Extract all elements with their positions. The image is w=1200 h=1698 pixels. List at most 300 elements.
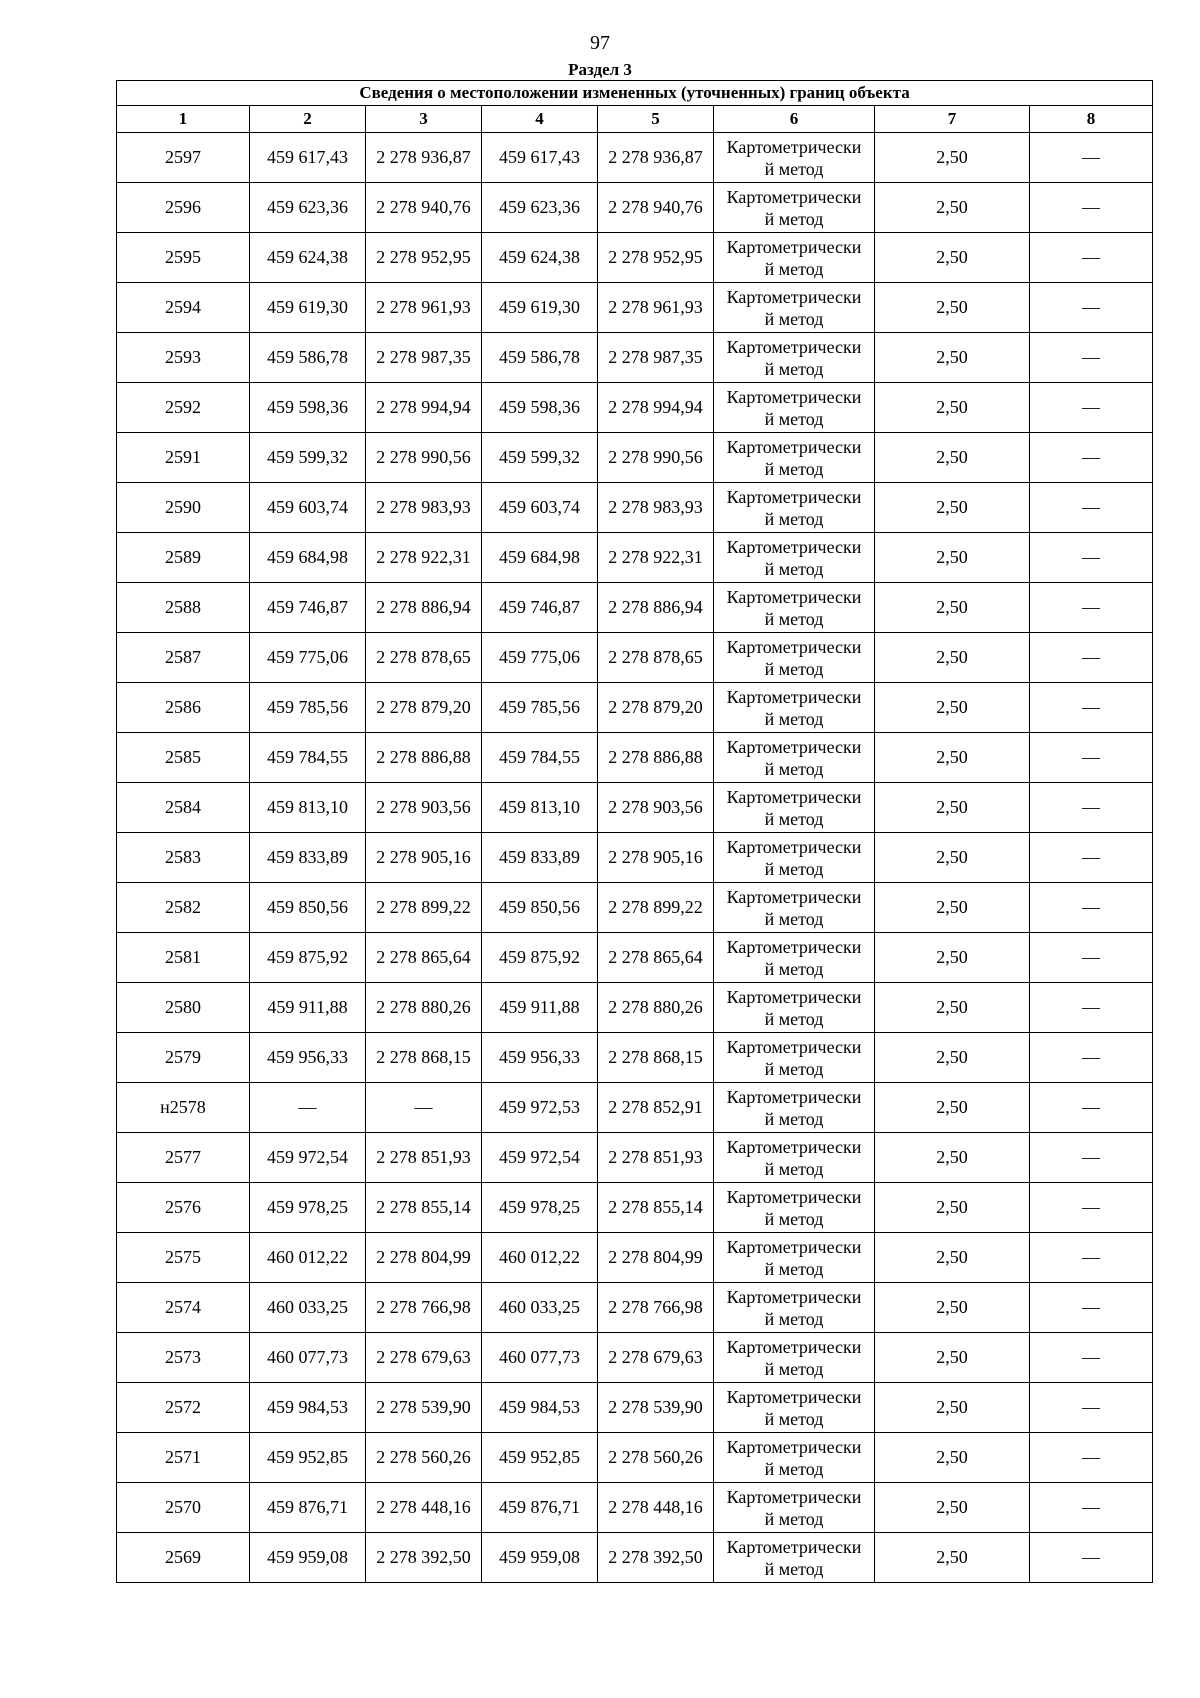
new-y-cell: 2 278 852,91 — [598, 1083, 714, 1133]
method-cell — [714, 283, 875, 333]
method-text-line: й метод — [764, 1008, 824, 1029]
boundary-coordinates-table — [116, 80, 1153, 1583]
description-cell: — — [1030, 283, 1153, 333]
point-number-cell: 2574 — [117, 1283, 250, 1333]
method-text-line: й метод — [764, 1558, 824, 1579]
description-cell: — — [1030, 1333, 1153, 1383]
point-number-cell: 2583 — [117, 833, 250, 883]
table-row — [117, 833, 1153, 883]
accuracy-cell: 2,50 — [875, 1483, 1030, 1533]
existing-y-cell: 2 278 880,26 — [366, 983, 482, 1033]
method-cell — [714, 1333, 875, 1383]
table-row — [117, 383, 1153, 433]
description-cell: — — [1030, 1083, 1153, 1133]
table-row — [117, 1133, 1153, 1183]
table-row — [117, 1533, 1153, 1583]
method-text-line: Картометрически — [726, 736, 862, 757]
new-x-cell: 459 972,53 — [482, 1083, 598, 1133]
method-cell — [714, 183, 875, 233]
method-cell — [714, 383, 875, 433]
accuracy-cell: 2,50 — [875, 583, 1030, 633]
column-number: 3 — [366, 106, 482, 133]
new-x-cell: 459 850,56 — [482, 883, 598, 933]
new-y-cell: 2 278 392,50 — [598, 1533, 714, 1583]
accuracy-cell: 2,50 — [875, 933, 1030, 983]
description-cell: — — [1030, 1483, 1153, 1533]
point-number-cell: 2577 — [117, 1133, 250, 1183]
section-title: Раздел 3 — [568, 60, 632, 79]
method-text-line: й метод — [764, 958, 824, 979]
accuracy-cell: 2,50 — [875, 1083, 1030, 1133]
description-cell: — — [1030, 383, 1153, 433]
method-cell — [714, 1383, 875, 1433]
method-text-line: й метод — [764, 158, 824, 179]
method-text-line: й метод — [764, 1508, 824, 1529]
new-x-cell: 459 785,56 — [482, 683, 598, 733]
existing-x-cell: 459 775,06 — [250, 633, 366, 683]
description-cell: — — [1030, 933, 1153, 983]
method-text-line: Картометрически — [726, 686, 862, 707]
existing-x-cell: 459 784,55 — [250, 733, 366, 783]
accuracy-cell: 2,50 — [875, 1233, 1030, 1283]
point-number-cell: 2569 — [117, 1533, 250, 1583]
description-cell: — — [1030, 783, 1153, 833]
existing-y-cell: 2 278 868,15 — [366, 1033, 482, 1083]
new-x-cell: 459 598,36 — [482, 383, 598, 433]
existing-y-cell: 2 278 804,99 — [366, 1233, 482, 1283]
column-number: 7 — [875, 106, 1030, 133]
table-row — [117, 583, 1153, 633]
new-x-cell: 459 684,98 — [482, 533, 598, 583]
table-row — [117, 1183, 1153, 1233]
existing-x-cell: 459 833,89 — [250, 833, 366, 883]
accuracy-cell: 2,50 — [875, 633, 1030, 683]
description-cell: — — [1030, 733, 1153, 783]
existing-x-cell: 459 952,85 — [250, 1433, 366, 1483]
new-x-cell: 459 956,33 — [482, 1033, 598, 1083]
existing-y-cell: 2 278 936,87 — [366, 133, 482, 183]
existing-y-cell: 2 278 983,93 — [366, 483, 482, 533]
method-text-line: й метод — [764, 1308, 824, 1329]
accuracy-cell: 2,50 — [875, 333, 1030, 383]
new-y-cell: 2 278 952,95 — [598, 233, 714, 283]
method-text-line: Картометрически — [726, 586, 862, 607]
point-number-cell: 2584 — [117, 783, 250, 833]
method-cell — [714, 1033, 875, 1083]
point-number-cell: 2580 — [117, 983, 250, 1033]
existing-x-cell: 460 077,73 — [250, 1333, 366, 1383]
table-row — [117, 683, 1153, 733]
column-number: 8 — [1030, 106, 1153, 133]
existing-y-cell: — — [366, 1083, 482, 1133]
existing-y-cell: 2 278 865,64 — [366, 933, 482, 983]
method-text-line: й метод — [764, 908, 824, 929]
point-number-cell: 2586 — [117, 683, 250, 733]
method-text-line: Картометрически — [726, 786, 862, 807]
accuracy-cell: 2,50 — [875, 783, 1030, 833]
method-cell — [714, 1233, 875, 1283]
method-text-line: й метод — [764, 708, 824, 729]
method-cell — [714, 1083, 875, 1133]
existing-x-cell: 460 033,25 — [250, 1283, 366, 1333]
point-number-cell: 2591 — [117, 433, 250, 483]
new-x-cell: 459 875,92 — [482, 933, 598, 983]
point-number-cell: 2585 — [117, 733, 250, 783]
existing-y-cell: 2 278 855,14 — [366, 1183, 482, 1233]
new-y-cell: 2 278 987,35 — [598, 333, 714, 383]
method-text-line: й метод — [764, 408, 824, 429]
accuracy-cell: 2,50 — [875, 183, 1030, 233]
point-number-cell: 2575 — [117, 1233, 250, 1283]
method-text-line: й метод — [764, 458, 824, 479]
existing-x-cell: 459 746,87 — [250, 583, 366, 633]
method-cell — [714, 633, 875, 683]
description-cell: — — [1030, 983, 1153, 1033]
method-cell — [714, 1183, 875, 1233]
method-text-line: Картометрически — [726, 336, 862, 357]
point-number-cell: 2595 — [117, 233, 250, 283]
existing-x-cell: 459 684,98 — [250, 533, 366, 583]
existing-y-cell: 2 278 851,93 — [366, 1133, 482, 1183]
new-x-cell: 459 784,55 — [482, 733, 598, 783]
method-cell — [714, 483, 875, 533]
new-x-cell: 459 599,32 — [482, 433, 598, 483]
new-x-cell: 459 833,89 — [482, 833, 598, 883]
table-row — [117, 533, 1153, 583]
method-text-line: й метод — [764, 208, 824, 229]
description-cell: — — [1030, 1183, 1153, 1233]
point-number-cell: 2597 — [117, 133, 250, 183]
new-x-cell: 459 746,87 — [482, 583, 598, 633]
point-number-cell: 2573 — [117, 1333, 250, 1383]
method-cell — [714, 533, 875, 583]
new-x-cell: 459 603,74 — [482, 483, 598, 533]
new-y-cell: 2 278 936,87 — [598, 133, 714, 183]
method-text-line: Картометрически — [726, 1136, 862, 1157]
accuracy-cell: 2,50 — [875, 533, 1030, 583]
description-cell: — — [1030, 833, 1153, 883]
new-y-cell: 2 278 886,88 — [598, 733, 714, 783]
description-cell: — — [1030, 1033, 1153, 1083]
new-x-cell: 459 952,85 — [482, 1433, 598, 1483]
accuracy-cell: 2,50 — [875, 1183, 1030, 1233]
existing-x-cell: 459 599,32 — [250, 433, 366, 483]
new-y-cell: 2 278 804,99 — [598, 1233, 714, 1283]
method-text-line: Картометрически — [726, 1336, 862, 1357]
new-y-cell: 2 278 539,90 — [598, 1383, 714, 1433]
table-row — [117, 633, 1153, 683]
point-number-cell: 2587 — [117, 633, 250, 683]
method-text-line: й метод — [764, 858, 824, 879]
new-y-cell: 2 278 905,16 — [598, 833, 714, 883]
method-text-line: Картометрически — [726, 636, 862, 657]
column-number-row — [117, 106, 1153, 133]
existing-y-cell: 2 278 905,16 — [366, 833, 482, 883]
new-y-cell: 2 278 855,14 — [598, 1183, 714, 1233]
existing-x-cell: 459 978,25 — [250, 1183, 366, 1233]
point-number-cell: 2589 — [117, 533, 250, 583]
existing-x-cell: 459 984,53 — [250, 1383, 366, 1433]
existing-y-cell: 2 278 952,95 — [366, 233, 482, 283]
accuracy-cell: 2,50 — [875, 483, 1030, 533]
existing-x-cell: 459 850,56 — [250, 883, 366, 933]
description-cell: — — [1030, 433, 1153, 483]
new-y-cell: 2 278 878,65 — [598, 633, 714, 683]
method-cell — [714, 833, 875, 883]
accuracy-cell: 2,50 — [875, 283, 1030, 333]
description-cell: — — [1030, 233, 1153, 283]
description-cell: — — [1030, 583, 1153, 633]
accuracy-cell: 2,50 — [875, 1283, 1030, 1333]
table-row — [117, 1333, 1153, 1383]
table-row — [117, 283, 1153, 333]
method-cell — [714, 683, 875, 733]
method-cell — [714, 1433, 875, 1483]
existing-y-cell: 2 278 886,88 — [366, 733, 482, 783]
accuracy-cell: 2,50 — [875, 1433, 1030, 1483]
point-number-cell: 2571 — [117, 1433, 250, 1483]
point-number-cell: 2581 — [117, 933, 250, 983]
existing-x-cell: 459 617,43 — [250, 133, 366, 183]
new-y-cell: 2 278 879,20 — [598, 683, 714, 733]
existing-x-cell: — — [250, 1083, 366, 1133]
new-y-cell: 2 278 940,76 — [598, 183, 714, 233]
accuracy-cell: 2,50 — [875, 733, 1030, 783]
existing-x-cell: 459 959,08 — [250, 1533, 366, 1583]
column-number: 5 — [598, 106, 714, 133]
existing-y-cell: 2 278 994,94 — [366, 383, 482, 433]
existing-x-cell: 459 972,54 — [250, 1133, 366, 1183]
description-cell: — — [1030, 183, 1153, 233]
existing-y-cell: 2 278 987,35 — [366, 333, 482, 383]
existing-y-cell: 2 278 539,90 — [366, 1383, 482, 1433]
new-y-cell: 2 278 851,93 — [598, 1133, 714, 1183]
existing-y-cell: 2 278 679,63 — [366, 1333, 482, 1383]
existing-x-cell: 459 876,71 — [250, 1483, 366, 1533]
method-text-line: Картометрически — [726, 1386, 862, 1407]
method-text-line: й метод — [764, 1258, 824, 1279]
description-cell: — — [1030, 1533, 1153, 1583]
accuracy-cell: 2,50 — [875, 1133, 1030, 1183]
existing-x-cell: 459 586,78 — [250, 333, 366, 383]
point-number-cell: 2572 — [117, 1383, 250, 1433]
new-x-cell: 459 624,38 — [482, 233, 598, 283]
table-row — [117, 733, 1153, 783]
point-number-cell: 2596 — [117, 183, 250, 233]
existing-x-cell: 459 624,38 — [250, 233, 366, 283]
accuracy-cell: 2,50 — [875, 883, 1030, 933]
table-row — [117, 133, 1153, 183]
new-x-cell: 460 012,22 — [482, 1233, 598, 1283]
method-text-line: й метод — [764, 1458, 824, 1479]
method-text-line: Картометрически — [726, 236, 862, 257]
method-text-line: Картометрически — [726, 836, 862, 857]
table-row — [117, 1233, 1153, 1283]
method-cell — [714, 433, 875, 483]
method-text-line: й метод — [764, 1358, 824, 1379]
description-cell: — — [1030, 1433, 1153, 1483]
point-number-cell: 2593 — [117, 333, 250, 383]
description-cell: — — [1030, 133, 1153, 183]
column-number: 2 — [250, 106, 366, 133]
method-text-line: й метод — [764, 1108, 824, 1129]
method-cell — [714, 1483, 875, 1533]
description-cell: — — [1030, 883, 1153, 933]
table-row — [117, 933, 1153, 983]
new-y-cell: 2 278 448,16 — [598, 1483, 714, 1533]
existing-x-cell: 459 956,33 — [250, 1033, 366, 1083]
point-number-cell: 2590 — [117, 483, 250, 533]
existing-x-cell: 459 813,10 — [250, 783, 366, 833]
table-row — [117, 883, 1153, 933]
new-y-cell: 2 278 679,63 — [598, 1333, 714, 1383]
method-text-line: Картометрически — [726, 1286, 862, 1307]
new-y-cell: 2 278 922,31 — [598, 533, 714, 583]
method-cell — [714, 733, 875, 783]
method-text-line: й метод — [764, 658, 824, 679]
point-number-cell: 2570 — [117, 1483, 250, 1533]
method-text-line: Картометрически — [726, 1436, 862, 1457]
existing-x-cell: 459 785,56 — [250, 683, 366, 733]
new-x-cell: 459 623,36 — [482, 183, 598, 233]
page-number: 97 — [590, 32, 610, 54]
new-x-cell: 459 617,43 — [482, 133, 598, 183]
accuracy-cell: 2,50 — [875, 1333, 1030, 1383]
description-cell: — — [1030, 533, 1153, 583]
table-row — [117, 1383, 1153, 1433]
method-cell — [714, 883, 875, 933]
new-x-cell: 459 959,08 — [482, 1533, 598, 1583]
table-caption-row — [117, 81, 1153, 106]
accuracy-cell: 2,50 — [875, 1383, 1030, 1433]
method-text-line: й метод — [764, 508, 824, 529]
column-number: 4 — [482, 106, 598, 133]
table-row — [117, 1433, 1153, 1483]
method-text-line: й метод — [764, 1058, 824, 1079]
method-text-line: Картометрически — [726, 1086, 862, 1107]
method-text-line: Картометрически — [726, 186, 862, 207]
existing-y-cell: 2 278 879,20 — [366, 683, 482, 733]
method-text-line: Картометрически — [726, 986, 862, 1007]
new-x-cell: 459 911,88 — [482, 983, 598, 1033]
table-row — [117, 1483, 1153, 1533]
accuracy-cell: 2,50 — [875, 833, 1030, 883]
new-x-cell: 459 972,54 — [482, 1133, 598, 1183]
accuracy-cell: 2,50 — [875, 983, 1030, 1033]
method-text-line: й метод — [764, 1158, 824, 1179]
existing-y-cell: 2 278 560,26 — [366, 1433, 482, 1483]
point-number-cell: 2594 — [117, 283, 250, 333]
new-x-cell: 459 775,06 — [482, 633, 598, 683]
new-x-cell: 460 077,73 — [482, 1333, 598, 1383]
method-cell — [714, 783, 875, 833]
description-cell: — — [1030, 1383, 1153, 1433]
description-cell: — — [1030, 1283, 1153, 1333]
new-x-cell: 459 586,78 — [482, 333, 598, 383]
accuracy-cell: 2,50 — [875, 133, 1030, 183]
existing-y-cell: 2 278 392,50 — [366, 1533, 482, 1583]
point-number-cell: 2576 — [117, 1183, 250, 1233]
method-text-line: Картометрически — [726, 1236, 862, 1257]
description-cell: — — [1030, 483, 1153, 533]
new-x-cell: 459 813,10 — [482, 783, 598, 833]
table-row — [117, 1083, 1153, 1133]
point-number-cell: 2582 — [117, 883, 250, 933]
description-cell: — — [1030, 1233, 1153, 1283]
table-body — [117, 133, 1153, 1583]
method-cell — [714, 333, 875, 383]
accuracy-cell: 2,50 — [875, 233, 1030, 283]
new-y-cell: 2 278 865,64 — [598, 933, 714, 983]
method-cell — [714, 583, 875, 633]
method-text-line: й метод — [764, 308, 824, 329]
existing-y-cell: 2 278 922,31 — [366, 533, 482, 583]
method-text-line: Картометрически — [726, 286, 862, 307]
accuracy-cell: 2,50 — [875, 683, 1030, 733]
column-number: 1 — [117, 106, 250, 133]
method-text-line: й метод — [764, 808, 824, 829]
method-text-line: Картометрически — [726, 486, 862, 507]
method-text-line: й метод — [764, 1208, 824, 1229]
accuracy-cell: 2,50 — [875, 433, 1030, 483]
existing-y-cell: 2 278 886,94 — [366, 583, 482, 633]
existing-y-cell: 2 278 766,98 — [366, 1283, 482, 1333]
method-text-line: й метод — [764, 1408, 824, 1429]
new-y-cell: 2 278 868,15 — [598, 1033, 714, 1083]
method-text-line: Картометрически — [726, 936, 862, 957]
existing-x-cell: 459 619,30 — [250, 283, 366, 333]
method-text-line: й метод — [764, 608, 824, 629]
new-y-cell: 2 278 880,26 — [598, 983, 714, 1033]
method-text-line: й метод — [764, 758, 824, 779]
method-cell — [714, 933, 875, 983]
new-y-cell: 2 278 903,56 — [598, 783, 714, 833]
table-row — [117, 983, 1153, 1033]
new-y-cell: 2 278 899,22 — [598, 883, 714, 933]
method-cell — [714, 133, 875, 183]
method-cell — [714, 983, 875, 1033]
method-text-line: Картометрически — [726, 386, 862, 407]
point-number-cell: 2579 — [117, 1033, 250, 1083]
existing-x-cell: 459 603,74 — [250, 483, 366, 533]
table-row — [117, 433, 1153, 483]
point-number-cell: 2592 — [117, 383, 250, 433]
existing-y-cell: 2 278 940,76 — [366, 183, 482, 233]
description-cell: — — [1030, 633, 1153, 683]
existing-x-cell: 460 012,22 — [250, 1233, 366, 1283]
table-caption: Сведения о местоположении измененных (уточненных) границ объекта — [117, 81, 1153, 106]
existing-x-cell: 459 623,36 — [250, 183, 366, 233]
method-cell — [714, 1283, 875, 1333]
method-text-line: Картометрически — [726, 536, 862, 557]
table-row — [117, 483, 1153, 533]
new-y-cell: 2 278 560,26 — [598, 1433, 714, 1483]
accuracy-cell: 2,50 — [875, 383, 1030, 433]
description-cell: — — [1030, 683, 1153, 733]
description-cell: — — [1030, 1133, 1153, 1183]
point-number-cell: н2578 — [117, 1083, 250, 1133]
existing-y-cell: 2 278 878,65 — [366, 633, 482, 683]
existing-y-cell: 2 278 899,22 — [366, 883, 482, 933]
new-y-cell: 2 278 886,94 — [598, 583, 714, 633]
table-row — [117, 1283, 1153, 1333]
existing-y-cell: 2 278 448,16 — [366, 1483, 482, 1533]
new-y-cell: 2 278 990,56 — [598, 433, 714, 483]
method-text-line: Картометрически — [726, 436, 862, 457]
table-row — [117, 233, 1153, 283]
method-text-line: Картометрически — [726, 1036, 862, 1057]
new-y-cell: 2 278 961,93 — [598, 283, 714, 333]
